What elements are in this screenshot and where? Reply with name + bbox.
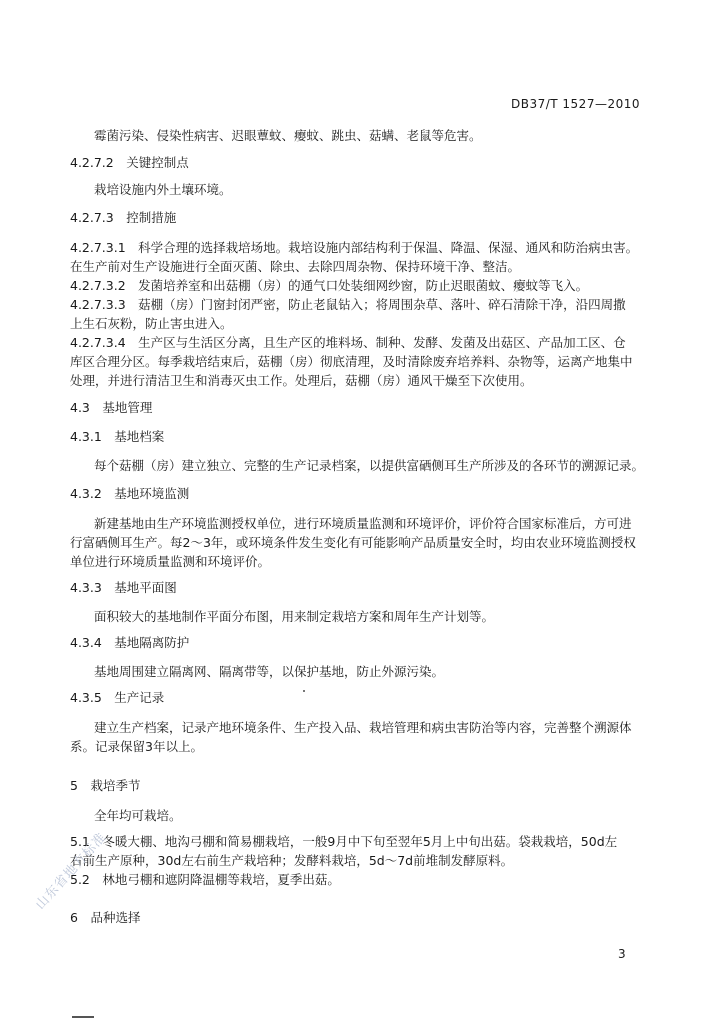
scan-mark <box>72 1016 94 1018</box>
body-text-line: 栽培设施内外土壤环境。 <box>94 182 232 197</box>
clause-heading: 4.3.1 基地档案 <box>70 429 165 444</box>
body-text-line: 每个菇棚（房）建立独立、完整的生产记录档案，以提供富硒侧耳生产所涉及的各环节的溯源记录。 <box>94 458 645 473</box>
body-text-line: 5.2 林地弓棚和遮阴降温棚等栽培，夏季出菇。 <box>70 872 340 887</box>
section-heading: 4.3 基地管理 <box>70 400 153 415</box>
body-text-line: 面积较大的基地制作平面分布图，用来制定栽培方案和周年生产计划等。 <box>94 609 495 624</box>
body-text-line: 库区合理分区。每季栽培结束后，菇棚（房）彻底清理，及时清除废弃培养料、杂物等，运离产地集中 <box>70 354 633 369</box>
body-text-line: 4.2.7.3.2 发菌培养室和出菇棚（房）的通气口处装细网纱窗，防止迟眼菌蚊、瘿蚊等飞入。 <box>70 278 589 293</box>
section-heading: 6 品种选择 <box>70 910 141 925</box>
body-text-line: 上生石灰粉，防止害虫进入。 <box>70 316 233 331</box>
body-text-line: 5.1 冬暖大棚、地沟弓棚和简易棚栽培，一般9月中下旬至翌年5月上中旬出菇。袋栽栽培，50d左 <box>70 834 618 849</box>
body-text-line: 建立生产档案，记录产地环境条件、生产投入品、栽培管理和病虫害防治等内容，完善整个溯源体 <box>94 720 632 735</box>
clause-heading: 4.2.7.3 控制措施 <box>70 210 177 225</box>
page-number: 3 <box>618 947 626 961</box>
clause-heading: 4.3.2 基地环境监测 <box>70 486 190 501</box>
body-text-line: 4.2.7.3.4 生产区与生活区分离，且生产区的堆料场、制种、发酵、发菌及出菇区、产品加工区、仓 <box>70 335 626 350</box>
body-text-line: 右前生产原种，30d左右前生产栽培种；发酵料栽培，5d～7d前堆制发酵原料。 <box>70 853 514 868</box>
clause-heading: 4.3.3 基地平面图 <box>70 580 177 595</box>
body-text-line: 4.2.7.3.3 菇棚（房）门窗封闭严密，防止老鼠钻入；将周围杂草、落叶、碎石清除干净，沿四周撒 <box>70 297 626 312</box>
body-text-line: 基地周围建立隔离网、隔离带等，以保护基地，防止外源污染。 <box>94 664 445 679</box>
clause-heading: 4.2.7.2 关键控制点 <box>70 155 189 170</box>
section-heading: 5 栽培季节 <box>70 778 141 793</box>
body-text-line: 霉菌污染、侵染性病害、迟眼蕈蚊、瘿蚊、跳虫、菇螨、老鼠等危害。 <box>94 128 482 143</box>
watermark-stamp: 山东省地方标准 <box>32 829 110 913</box>
body-text-line: 单位进行环境质量监测和环境评价。 <box>70 554 271 569</box>
clause-heading: 4.3.5 生产记录 <box>70 690 165 705</box>
body-text-line: 全年均可栽培。 <box>94 808 182 823</box>
body-text-line: 4.2.7.3.1 科学合理的选择栽培场地。栽培设施内部结构利于保温、降温、保湿、通风和防治病虫害。 <box>70 240 639 255</box>
body-text-line: 新建基地由生产环境监测授权单位，进行环境质量监测和环境评价，评价符合国家标准后，方可进 <box>94 516 632 531</box>
body-text-line: 处理，并进行清洁卫生和消毒灭虫工作。处理后，菇棚（房）通风干燥至下次使用。 <box>70 373 533 388</box>
standard-code-header: DB37/T 1527—2010 <box>510 97 640 111</box>
body-text-line: 系。记录保留3年以上。 <box>70 739 203 754</box>
body-text-line: 行富硒侧耳生产。每2～3年，或环境条件发生变化有可能影响产品质量安全时，均由农业环境监测授权 <box>70 535 636 550</box>
body-text-line: 在生产前对生产设施进行全面灭菌、除虫、去除四周杂物、保持环境干净、整洁。 <box>70 259 521 274</box>
clause-heading: 4.3.4 基地隔离防护 <box>70 635 190 650</box>
scan-speck <box>303 690 305 692</box>
